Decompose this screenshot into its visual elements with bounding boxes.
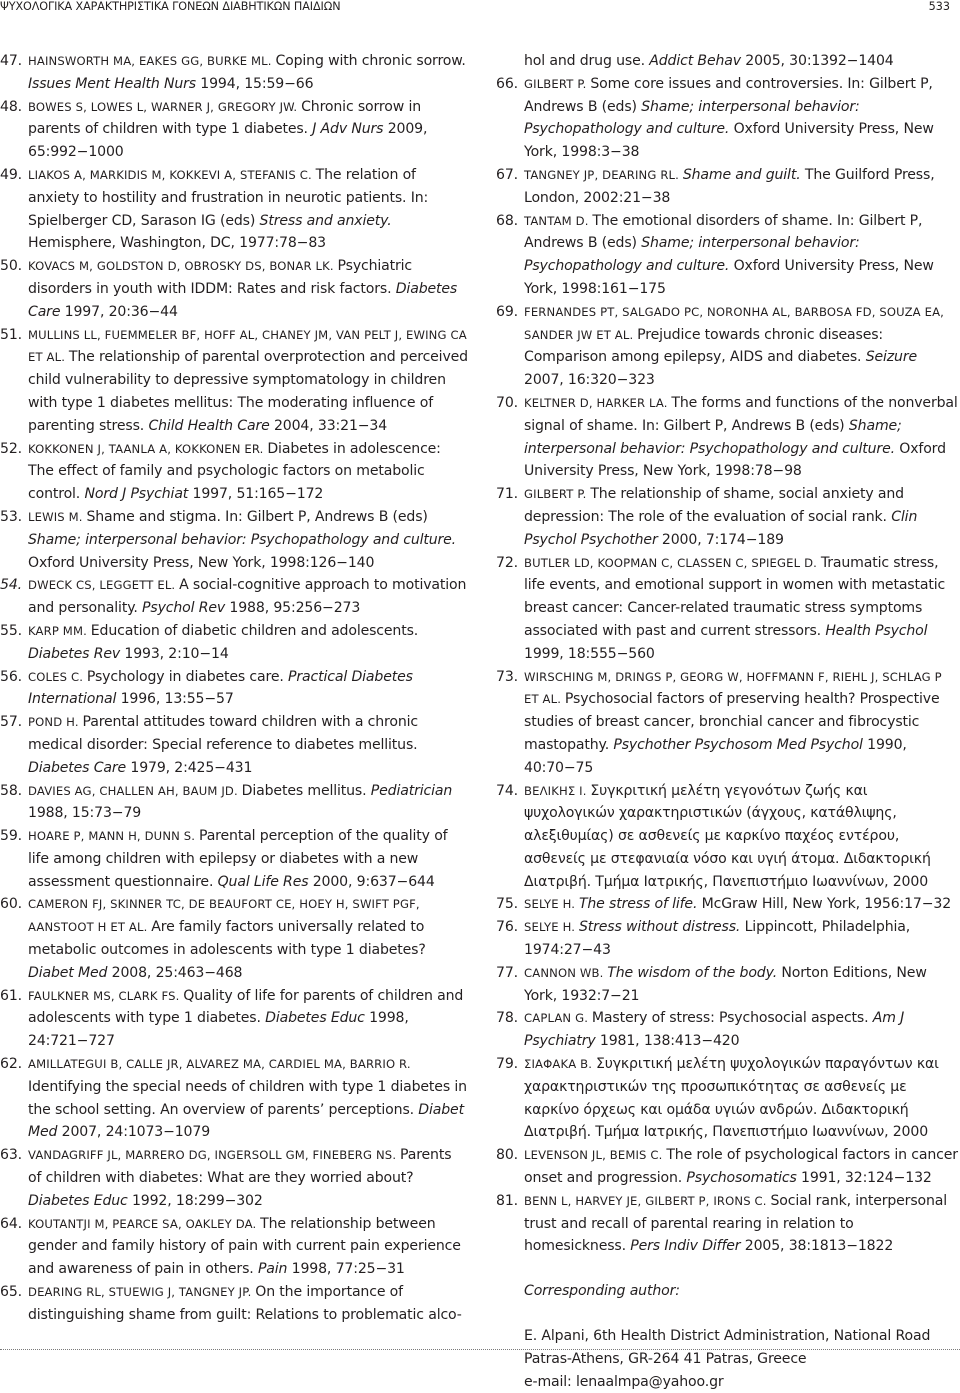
reference-text: 2007, 16:320−323	[524, 372, 655, 389]
reference-authors: LIAKOS A, MARKIDIS M, KOKKEVI A, STEFANIS C.	[28, 167, 316, 182]
reference-authors: BOWES S, LOWES L, WARNER J, GREGORY JW.	[28, 99, 302, 114]
reference-number: 60.	[0, 896, 22, 913]
running-head	[0, 0, 960, 14]
reference-authors: GILBERT P.	[524, 76, 591, 91]
reference-authors: BUTLER LD, KOOPMAN C, CLASSEN C, SPIEGEL D.	[524, 555, 821, 570]
reference-text: 1990, 40:70−75	[524, 736, 907, 776]
reference-entry	[0, 711, 468, 779]
reference-entry	[496, 392, 959, 483]
reference-number: 70.	[496, 394, 518, 411]
reference-number: 72.	[496, 554, 518, 571]
reference-text: The emotional disorders of shame. In: Gilbert P, Andrews B (eds)	[524, 212, 923, 252]
reference-authors: TANGNEY JP, DEARING RL.	[524, 167, 683, 182]
reference-text: 1998, 24:721−727	[28, 1010, 409, 1050]
reference-number: 54.	[0, 577, 22, 594]
reference-number: 78.	[496, 1010, 518, 1027]
reference-title-italic: Am J Psychiatry	[524, 1010, 905, 1050]
reference-entry	[496, 893, 959, 916]
reference-text: Shame and stigma. In: Gilbert P, Andrews B (eds)	[86, 508, 428, 525]
reference-number: 64.	[0, 1215, 22, 1232]
reference-entry	[0, 1144, 468, 1212]
reference-number: 68.	[496, 212, 518, 229]
reference-title-italic: Diabetes Educ	[265, 1010, 365, 1027]
reference-text: The role of psychological factors in cancer onset and progression.	[524, 1147, 958, 1187]
reference-authors: COLES C.	[28, 669, 87, 684]
reference-title-italic: Diabet Med	[28, 1101, 464, 1141]
reference-title-italic: Child Health Care	[148, 417, 270, 434]
reference-entry	[496, 483, 959, 551]
reference-entry	[0, 1213, 468, 1281]
reference-title-italic: Shame; interpersonal behavior: Psychopathology and culture.	[524, 98, 860, 138]
reference-number: 51.	[0, 326, 22, 343]
reference-text: Prejudice towards chronic diseases: Comparison among epilepsy, AIDS and diabetes.	[524, 326, 884, 366]
reference-entry	[0, 50, 468, 96]
reference-text: Psychosocial factors of preserving health? Prospective studies of breast cancer, bronchial cancer and fibrocystic mastopathy.	[524, 691, 940, 753]
reference-number: 52.	[0, 440, 22, 457]
reference-text: Parental perception of the quality of life among children with epilepsy or diabetes with a new assessment questionnaire.	[28, 828, 448, 890]
reference-text: The forms and functions of the nonverbal signal of shame. In: Gilbert P, Andrews B (eds)	[524, 394, 958, 434]
reference-authors: FAULKNER MS, CLARK FS.	[28, 988, 184, 1003]
reference-entry	[0, 506, 468, 574]
reference-entry	[496, 210, 959, 301]
reference-title-italic: Diabetes Care	[28, 280, 458, 320]
reference-text: 1997, 51:165−172	[188, 486, 324, 503]
reference-continuation-text: hol and drug use.	[524, 53, 650, 69]
reference-text: Συγκριτική μελέτη γεγονότων ζωής και ψυχολογικών χαρακτηριστικών (άγχους, κατάθλιψης, αλεξιθυμίας) σε ασθενείς με καρκίνο παχέος εντέρου, ασθενείς με στεφανιαία νόσο και υγιή άτομα. Διδακτορική Διατριβή. Τμήμα Ιατρικής, Πανεπιστήμιο Ιωαννίνων, 2000	[524, 782, 931, 890]
reference-authors: LEVENSON JL, BEMIS C.	[524, 1148, 667, 1163]
reference-title-italic: Psychosomatics	[686, 1170, 797, 1187]
reference-text: The relationship between gender and family history of pain with current pain experience and awareness of pain in others.	[28, 1215, 461, 1278]
reference-authors: KOUTANTJI M, PEARCE SA, OAKLEY DA.	[28, 1216, 261, 1231]
reference-title-italic: Stress without distress.	[578, 919, 741, 936]
reference-text: Diabetes in adolescence: The effect of family and psychologic factors on metabolic control.	[28, 440, 441, 503]
reference-authors: CAMERON FJ, SKINNER TC, DE BEAUFORT CE, HOEY H, SWIFT PGF, AANSTOOT H ET AL.	[28, 897, 420, 935]
reference-text: Psychology in diabetes care.	[86, 668, 289, 685]
reference-number: 53.	[0, 508, 22, 525]
reference-column-right	[496, 50, 959, 1393]
reference-entry	[496, 1053, 959, 1144]
reference-entry	[0, 985, 468, 1053]
reference-continuation-tail: 2005, 30:1392−1404	[740, 53, 894, 69]
reference-text: 2008, 25:463−468	[107, 964, 243, 981]
reference-title-italic: Shame; interpersonal behavior: Psychopathology and culture.	[524, 235, 860, 275]
reference-text: Traumatic stress, life events, and emotional support in women with metastatic breast cancer: Cancer-related traumatic stress symptoms associated with past and current stressors.	[524, 554, 946, 639]
reference-entry	[0, 825, 468, 893]
reference-authors: KOKKONEN J, TAANLA A, KOKKONEN ER.	[28, 441, 268, 456]
reference-entry	[496, 780, 959, 894]
reference-text: 1981, 138:413−420	[595, 1033, 740, 1050]
reference-text: 1992, 18:299−302	[127, 1192, 263, 1209]
reference-continuation-journal: Addict Behav	[649, 53, 741, 69]
reference-text: 2007, 24:1073−1079	[57, 1124, 211, 1141]
reference-number: 47.	[0, 53, 22, 69]
reference-entry	[0, 1053, 468, 1144]
reference-title-italic: Diabetes Care	[28, 759, 127, 776]
reference-authors: HOARE P, MANN H, DUNN S.	[28, 829, 199, 844]
reference-number: 61.	[0, 987, 22, 1004]
reference-number: 50.	[0, 258, 22, 275]
reference-entry	[0, 666, 468, 712]
corresponding-author-label: Corresponding author:	[524, 1283, 680, 1300]
reference-text: 1998, 77:25−31	[287, 1261, 405, 1278]
reference-title-italic: Diabetes Rev	[28, 645, 121, 662]
reference-entry	[496, 962, 959, 1008]
reference-text: 2005, 38:1813−1822	[740, 1238, 894, 1255]
reference-text: 2009, 65:992−1000	[28, 121, 428, 161]
reference-number: 79.	[496, 1056, 518, 1073]
reference-authors: ΒΕΛΙΚΗΣ Ι.	[524, 783, 591, 798]
reference-authors: SELYE H.	[524, 920, 579, 935]
reference-title-italic: Psychol Rev	[142, 600, 226, 617]
reference-text: The relationship of shame, social anxiety and depression: The role of the evaluation of social rank.	[524, 486, 904, 525]
reference-title-italic: Nord J Psychiat	[84, 486, 189, 503]
reference-list-right	[496, 73, 959, 1258]
reference-title-italic: Practical Diabetes International	[28, 668, 413, 708]
corresponding-author-email: e-mail: lenaalmpa@yahoo.gr	[524, 1373, 724, 1390]
reference-continuation	[496, 50, 959, 73]
reference-text: 1999, 18:555−560	[524, 645, 655, 662]
reference-entry	[496, 73, 959, 164]
reference-authors: FERNANDES PT, SALGADO PC, NORONHA AL, BARBOSA FD, SOUZA EA, SANDER JW ET AL.	[524, 304, 944, 342]
reference-entry	[0, 574, 468, 620]
reference-text: Norton Editions, New York, 1932:7−21	[524, 964, 927, 1004]
reference-text: 2004, 33:21−34	[269, 417, 388, 434]
reference-column-left	[0, 50, 468, 1327]
reference-authors: AMILLATEGUI B, CALLE JR, ALVAREZ MA, CARDIEL MA, BARRIO R.	[28, 1057, 411, 1072]
reference-title-italic: Shame; interpersonal behavior: Psychopathology and culture.	[524, 417, 902, 457]
reference-title-italic: The stress of life.	[578, 896, 698, 913]
reference-text: Quality of life for parents of children and adolescents with type 1 diabetes.	[28, 987, 464, 1027]
reference-text: A social-cognitive approach to motivation and personality.	[28, 577, 467, 617]
reference-text: Education of diabetic children and adolescents.	[90, 622, 419, 639]
reference-text: 1988, 95:256−273	[225, 600, 361, 617]
reference-text: 1997, 20:36−44	[60, 303, 178, 320]
running-title: ΨΥΧΟΛΟΓΙΚΑ ΧΑΡΑΚΤΗΡΙΣΤΙΚΑ ΓΟΝΕΩΝ ΔΙΑΒΗΤΙΚΩΝ ΠΑΙΔΙΩΝ	[0, 0, 341, 13]
reference-number: 75.	[496, 896, 518, 913]
reference-text: Oxford University Press, New York, 1998:161−175	[524, 258, 934, 297]
reference-authors: CANNON WB.	[524, 965, 608, 980]
reference-text: Mastery of stress: Psychosocial aspects.	[591, 1010, 873, 1027]
reference-entry	[496, 666, 959, 780]
reference-entry	[496, 552, 959, 666]
reference-number: 67.	[496, 166, 518, 183]
corresponding-author-address	[496, 1325, 959, 1393]
reference-text: Diabetes mellitus.	[241, 782, 371, 799]
reference-number: 73.	[496, 668, 518, 685]
reference-entry	[0, 96, 468, 164]
corresponding-author-line: Patras-Athens, GR-264 41 Patras, Greece	[524, 1350, 807, 1367]
reference-authors: LEWIS M.	[28, 509, 87, 524]
reference-title-italic: Psychother Psychosom Med Psychol	[613, 736, 863, 753]
reference-entry	[0, 164, 468, 255]
reference-text: On the importance of distinguishing shame from guilt: Relations to problematic alco-	[28, 1284, 462, 1323]
reference-text: Oxford University Press, New York, 1998:78−98	[524, 440, 946, 480]
reference-authors: ΣΙΑΦΑΚΑ Β.	[524, 1057, 596, 1072]
reference-number: 56.	[0, 668, 22, 685]
reference-title-italic: Diabetes Educ	[28, 1192, 128, 1209]
reference-entry	[496, 1144, 959, 1190]
reference-authors: DAVIES AG, CHALLEN AH, BAUM JD.	[28, 783, 242, 798]
reference-title-italic: Health Psychol	[825, 622, 928, 639]
reference-title-italic: Shame and guilt.	[682, 166, 801, 183]
reference-entry	[0, 255, 468, 323]
reference-title-italic: Issues Ment Health Nurs	[28, 75, 196, 92]
reference-text: The relation of anxiety to hostility and frustration in neurotic patients. In: Spielberger CD, Sarason IG (eds)	[28, 166, 429, 229]
reference-number: 71.	[496, 486, 518, 503]
reference-authors: CAPLAN G.	[524, 1011, 592, 1026]
reference-title-italic: Pain	[257, 1261, 288, 1278]
reference-entry	[0, 324, 468, 438]
reference-text: Oxford University Press, New York, 1998:3−38	[524, 121, 934, 161]
reference-text: Identifying the special needs of children with type 1 diabetes in the school setting. An overview of parents’ perceptions.	[28, 1078, 467, 1118]
reference-authors: KARP MM.	[28, 623, 91, 638]
reference-number: 80.	[496, 1147, 518, 1164]
reference-number: 49.	[0, 166, 22, 183]
reference-text: The relationship of parental overprotection and perceived child vulnerability to depressive symptomatology in children with type 1 diabetes mellitus: The moderating influence of parenting stress.	[28, 349, 468, 434]
reference-title-italic: Clin Psychol Psychother	[524, 508, 918, 548]
reference-authors: TANTAM D.	[524, 213, 593, 228]
reference-number: 62.	[0, 1056, 22, 1073]
reference-title-italic: Pers Indiv Differ	[630, 1238, 741, 1255]
reference-entry	[0, 1281, 468, 1327]
reference-authors: GILBERT P.	[524, 487, 591, 502]
reference-number: 63.	[0, 1147, 22, 1164]
reference-authors: SELYE H.	[524, 897, 579, 912]
reference-number: 69.	[496, 303, 518, 320]
reference-title-italic: Diabet Med	[28, 964, 108, 981]
reference-title-italic: Stress and anxiety.	[259, 212, 392, 229]
reference-text: Are family factors universally related to metabolic outcomes in adolescents with type 1 diabetes?	[28, 919, 426, 959]
reference-number: 48.	[0, 98, 22, 115]
reference-entry	[496, 301, 959, 392]
reference-text: Lippincott, Philadelphia, 1974:27−43	[524, 919, 911, 959]
reference-authors: BENN L, HARVEY JE, GILBERT P, IRONS C.	[524, 1193, 771, 1208]
reference-title-italic: Seizure	[865, 349, 917, 366]
reference-text: Parents of children with diabetes: What are they worried about?	[28, 1147, 452, 1187]
reference-entry	[0, 438, 468, 506]
reference-authors: DWECK CS, LEGGETT EL.	[28, 578, 180, 593]
reference-number: 57.	[0, 714, 22, 731]
reference-authors: WIRSCHING M, DRINGS P, GEORG W, HOFFMANN F, RIEHL J, SCHLAG P ET AL.	[524, 669, 942, 707]
reference-text: Parental attitudes toward children with a chronic medical disorder: Special reference to diabetes mellitus.	[28, 714, 418, 753]
reference-number: 58.	[0, 782, 22, 799]
reference-entry	[496, 916, 959, 962]
reference-title-italic: J Adv Nurs	[312, 121, 384, 138]
reference-text: 1979, 2:425−431	[126, 759, 253, 776]
reference-text: 1988, 15:73−79	[28, 805, 142, 822]
reference-number: 77.	[496, 964, 518, 981]
reference-text: Coping with chronic sorrow.	[275, 53, 466, 69]
reference-title-italic: The wisdom of the body.	[607, 964, 778, 981]
reference-authors: KOVACS M, GOLDSTON D, OBROSKY DS, BONAR LK.	[28, 259, 338, 274]
reference-authors: MULLINS LL, FUEMMELER BF, HOFF AL, CHANEY JM, VAN PELT J, EWING CA ET AL.	[28, 327, 467, 365]
reference-authors: DEARING RL, STUEWIG J, TANGNEY JP.	[28, 1285, 256, 1300]
reference-title-italic: Qual Life Res	[217, 873, 309, 890]
reference-text: 1994, 15:59−66	[195, 75, 314, 92]
page-number: 533	[928, 0, 950, 13]
reference-number: 74.	[496, 782, 518, 799]
reference-text: 1996, 13:55−57	[116, 691, 234, 708]
corresponding-author-line: E. Alpani, 6th Health District Administration, National Road	[524, 1328, 931, 1345]
footer-dotted-rule	[0, 1349, 960, 1350]
reference-number: 65.	[0, 1284, 22, 1301]
reference-number: 66.	[496, 75, 518, 92]
reference-number: 59.	[0, 828, 22, 845]
reference-entry	[496, 1007, 959, 1053]
reference-text: Συγκριτική μελέτη ψυχολογικών παραγόντων και χαρακτηριστικών της προσωπικότητας σε ασθενείς με καρκίνο όρχεως και ομάδα υγιών ανδρών. Διδακτορική Διατριβή. Τμήμα Ιατρικής, Πανεπιστήμιο Ιωαννίνων, 2000	[524, 1056, 939, 1141]
reference-entry	[0, 780, 468, 826]
reference-title-italic: Shame; interpersonal behavior: Psychopathology and culture.	[28, 531, 457, 548]
reference-text: McGraw Hill, New York, 1956:17−32	[697, 896, 952, 913]
reference-number: 81.	[496, 1192, 518, 1209]
reference-entry	[0, 620, 468, 666]
reference-number: 55.	[0, 622, 22, 639]
reference-number: 76.	[496, 919, 518, 936]
reference-authors: POND H.	[28, 715, 83, 730]
reference-text: Chronic sorrow in parents of children with type 1 diabetes.	[28, 98, 421, 138]
reference-text: Hemisphere, Washington, DC, 1977:78−83	[28, 235, 326, 252]
reference-text: 2000, 9:637−644	[308, 873, 435, 890]
reference-authors: KELTNER D, HARKER LA.	[524, 395, 672, 410]
reference-text: 1991, 32:124−132	[796, 1170, 932, 1187]
reference-authors: VANDAGRIFF JL, MARRERO DG, INGERSOLL GM, FINEBERG NS.	[28, 1148, 400, 1163]
reference-entry	[496, 1190, 959, 1258]
reference-text: Social rank, interpersonal trust and recall of parental rearing in relation to homesickness.	[524, 1192, 948, 1255]
reference-text: Psychiatric disorders in youth with IDDM: Rates and risk factors.	[28, 258, 413, 297]
reference-text: 1993, 2:10−14	[120, 645, 229, 662]
reference-entry	[0, 893, 468, 984]
reference-text: Oxford University Press, New York, 1998:126−140	[28, 554, 375, 571]
reference-authors: HAINSWORTH MA, EAKES GG, BURKE ML.	[28, 54, 276, 68]
reference-text: 2000, 7:174−189	[657, 531, 784, 548]
reference-text: The Guilford Press, London, 2002:21−38	[524, 166, 935, 206]
reference-entry	[496, 164, 959, 210]
reference-title-italic: Pediatrician	[370, 782, 453, 799]
reference-text: Some core issues and controversies. In: Gilbert P, Andrews B (eds)	[524, 75, 933, 115]
